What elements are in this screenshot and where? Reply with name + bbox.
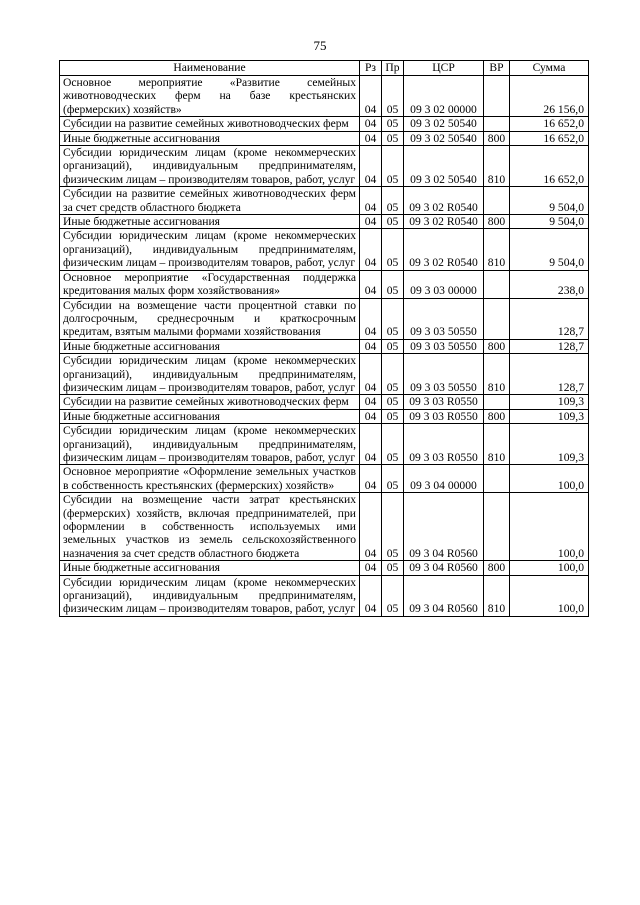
cell-sum: 100,0 bbox=[510, 575, 589, 616]
column-header-rz: Рз bbox=[360, 61, 382, 76]
table-row bbox=[60, 76, 589, 117]
table-row bbox=[60, 409, 589, 423]
cell-name: Субсидии на развитие семейных животноводческих ферм за счет средств областного бюджета bbox=[60, 187, 360, 215]
cell-vr bbox=[484, 298, 510, 339]
table-row bbox=[60, 215, 589, 229]
cell-pr: 05 bbox=[382, 146, 404, 187]
cell-csr: 09 3 03 R0550 bbox=[404, 424, 484, 465]
cell-pr: 05 bbox=[382, 270, 404, 298]
cell-pr: 05 bbox=[382, 117, 404, 131]
cell-rz: 04 bbox=[360, 76, 382, 117]
cell-sum: 128,7 bbox=[510, 298, 589, 339]
cell-rz: 04 bbox=[360, 131, 382, 145]
cell-name: Субсидии юридическим лицам (кроме некоммерческих организаций), индивидуальным предпринимателям, физическим лицам – производителям товаров, работ, услуг bbox=[60, 229, 360, 270]
table-row bbox=[60, 146, 589, 187]
cell-vr bbox=[484, 117, 510, 131]
cell-pr: 05 bbox=[382, 229, 404, 270]
cell-pr: 05 bbox=[382, 561, 404, 575]
cell-rz: 04 bbox=[360, 215, 382, 229]
cell-csr: 09 3 02 R0540 bbox=[404, 215, 484, 229]
cell-vr: 800 bbox=[484, 131, 510, 145]
table-row bbox=[60, 395, 589, 409]
cell-name: Иные бюджетные ассигнования bbox=[60, 215, 360, 229]
cell-pr: 05 bbox=[382, 575, 404, 616]
cell-pr: 05 bbox=[382, 298, 404, 339]
cell-vr: 800 bbox=[484, 215, 510, 229]
cell-vr: 800 bbox=[484, 409, 510, 423]
cell-sum: 109,3 bbox=[510, 424, 589, 465]
cell-rz: 04 bbox=[360, 561, 382, 575]
cell-vr: 810 bbox=[484, 354, 510, 395]
cell-pr: 05 bbox=[382, 187, 404, 215]
page-number: 75 bbox=[313, 38, 327, 53]
column-header-csr: ЦСР bbox=[404, 61, 484, 76]
table-row bbox=[60, 561, 589, 575]
table-row bbox=[60, 354, 589, 395]
cell-sum: 16 652,0 bbox=[510, 117, 589, 131]
cell-pr: 05 bbox=[382, 339, 404, 353]
cell-sum: 100,0 bbox=[510, 493, 589, 561]
cell-vr: 800 bbox=[484, 561, 510, 575]
cell-rz: 04 bbox=[360, 187, 382, 215]
cell-sum: 16 652,0 bbox=[510, 131, 589, 145]
cell-name: Субсидии на развитие семейных животноводческих ферм bbox=[60, 395, 360, 409]
cell-vr: 800 bbox=[484, 339, 510, 353]
cell-sum: 9 504,0 bbox=[510, 229, 589, 270]
cell-vr bbox=[484, 187, 510, 215]
cell-rz: 04 bbox=[360, 395, 382, 409]
column-header-sum: Сумма bbox=[510, 61, 589, 76]
cell-pr: 05 bbox=[382, 409, 404, 423]
cell-name: Иные бюджетные ассигнования bbox=[60, 131, 360, 145]
cell-vr bbox=[484, 76, 510, 117]
cell-vr: 810 bbox=[484, 575, 510, 616]
cell-name: Субсидии на возмещение части процентной ставки по долгосрочным, среднесрочным и краткосрочным кредитам, взятым малыми формами хозяйствования bbox=[60, 298, 360, 339]
cell-csr: 09 3 02 00000 bbox=[404, 76, 484, 117]
cell-sum: 100,0 bbox=[510, 465, 589, 493]
cell-sum: 128,7 bbox=[510, 354, 589, 395]
cell-rz: 04 bbox=[360, 465, 382, 493]
table-row bbox=[60, 117, 589, 131]
table-row bbox=[60, 493, 589, 561]
table-row bbox=[60, 424, 589, 465]
cell-pr: 05 bbox=[382, 76, 404, 117]
cell-rz: 04 bbox=[360, 229, 382, 270]
column-header-pr: Пр bbox=[382, 61, 404, 76]
cell-csr: 09 3 04 R0560 bbox=[404, 493, 484, 561]
cell-sum: 100,0 bbox=[510, 561, 589, 575]
cell-csr: 09 3 03 R0550 bbox=[404, 409, 484, 423]
cell-csr: 09 3 03 50550 bbox=[404, 354, 484, 395]
cell-pr: 05 bbox=[382, 131, 404, 145]
cell-csr: 09 3 03 R0550 bbox=[404, 395, 484, 409]
cell-pr: 05 bbox=[382, 465, 404, 493]
cell-csr: 09 3 02 50540 bbox=[404, 146, 484, 187]
cell-csr: 09 3 02 50540 bbox=[404, 131, 484, 145]
cell-csr: 09 3 02 R0540 bbox=[404, 187, 484, 215]
cell-name: Иные бюджетные ассигнования bbox=[60, 339, 360, 353]
cell-csr: 09 3 02 R0540 bbox=[404, 229, 484, 270]
cell-rz: 04 bbox=[360, 298, 382, 339]
cell-name: Субсидии юридическим лицам (кроме некоммерческих организаций), индивидуальным предпринимателям, физическим лицам – производителям товаров, работ, услуг bbox=[60, 146, 360, 187]
cell-name: Основное мероприятие «Государственная поддержка кредитования малых форм хозяйствования» bbox=[60, 270, 360, 298]
cell-pr: 05 bbox=[382, 395, 404, 409]
cell-name: Иные бюджетные ассигнования bbox=[60, 409, 360, 423]
cell-rz: 04 bbox=[360, 146, 382, 187]
cell-rz: 04 bbox=[360, 339, 382, 353]
cell-sum: 238,0 bbox=[510, 270, 589, 298]
cell-vr bbox=[484, 395, 510, 409]
cell-csr: 09 3 04 R0560 bbox=[404, 561, 484, 575]
table-body bbox=[60, 76, 589, 617]
cell-sum: 9 504,0 bbox=[510, 187, 589, 215]
table-row bbox=[60, 187, 589, 215]
cell-name: Субсидии на возмещение части затрат крестьянских (фермерских) хозяйств, включая предпринимателей, при оформлении в собственность используемых ими земельных участков из земель сельскохозяйственного назначения за счет средств областного бюджета bbox=[60, 493, 360, 561]
cell-csr: 09 3 04 00000 bbox=[404, 465, 484, 493]
cell-name: Субсидии юридическим лицам (кроме некоммерческих организаций), индивидуальным предпринимателям, физическим лицам – производителям товаров, работ, услуг bbox=[60, 575, 360, 616]
cell-vr bbox=[484, 270, 510, 298]
cell-csr: 09 3 03 00000 bbox=[404, 270, 484, 298]
table-row bbox=[60, 339, 589, 353]
cell-name: Субсидии на развитие семейных животноводческих ферм bbox=[60, 117, 360, 131]
cell-pr: 05 bbox=[382, 215, 404, 229]
cell-name: Основное мероприятие «Развитие семейных животноводческих ферм на базе крестьянских (фермерских) хозяйств» bbox=[60, 76, 360, 117]
cell-rz: 04 bbox=[360, 354, 382, 395]
table-row bbox=[60, 270, 589, 298]
column-header-name: Наименование bbox=[60, 61, 360, 76]
cell-name: Субсидии юридическим лицам (кроме некоммерческих организаций), индивидуальным предпринимателям, физическим лицам – производителям товаров, работ, услуг bbox=[60, 424, 360, 465]
cell-csr: 09 3 03 50550 bbox=[404, 339, 484, 353]
cell-sum: 26 156,0 bbox=[510, 76, 589, 117]
cell-vr: 810 bbox=[484, 229, 510, 270]
cell-rz: 04 bbox=[360, 493, 382, 561]
column-header-vr: ВР bbox=[484, 61, 510, 76]
cell-sum: 109,3 bbox=[510, 409, 589, 423]
cell-csr: 09 3 04 R0560 bbox=[404, 575, 484, 616]
cell-rz: 04 bbox=[360, 575, 382, 616]
cell-name: Основное мероприятие «Оформление земельных участков в собственность крестьянских (фермерских) хозяйств» bbox=[60, 465, 360, 493]
budget-table bbox=[59, 60, 589, 617]
cell-vr bbox=[484, 465, 510, 493]
table-row bbox=[60, 575, 589, 616]
cell-pr: 05 bbox=[382, 424, 404, 465]
cell-rz: 04 bbox=[360, 117, 382, 131]
cell-name: Иные бюджетные ассигнования bbox=[60, 561, 360, 575]
cell-csr: 09 3 03 50550 bbox=[404, 298, 484, 339]
table-row bbox=[60, 131, 589, 145]
cell-pr: 05 bbox=[382, 354, 404, 395]
cell-vr bbox=[484, 493, 510, 561]
cell-rz: 04 bbox=[360, 409, 382, 423]
cell-rz: 04 bbox=[360, 270, 382, 298]
table-row bbox=[60, 229, 589, 270]
cell-vr: 810 bbox=[484, 424, 510, 465]
cell-pr: 05 bbox=[382, 493, 404, 561]
cell-name: Субсидии юридическим лицам (кроме некоммерческих организаций), индивидуальным предпринимателям, физическим лицам – производителям товаров, работ, услуг bbox=[60, 354, 360, 395]
cell-vr: 810 bbox=[484, 146, 510, 187]
table-row bbox=[60, 465, 589, 493]
cell-sum: 109,3 bbox=[510, 395, 589, 409]
table-row bbox=[60, 298, 589, 339]
cell-sum: 128,7 bbox=[510, 339, 589, 353]
cell-rz: 04 bbox=[360, 424, 382, 465]
table-header-row bbox=[60, 61, 589, 76]
cell-sum: 9 504,0 bbox=[510, 215, 589, 229]
cell-sum: 16 652,0 bbox=[510, 146, 589, 187]
cell-csr: 09 3 02 50540 bbox=[404, 117, 484, 131]
